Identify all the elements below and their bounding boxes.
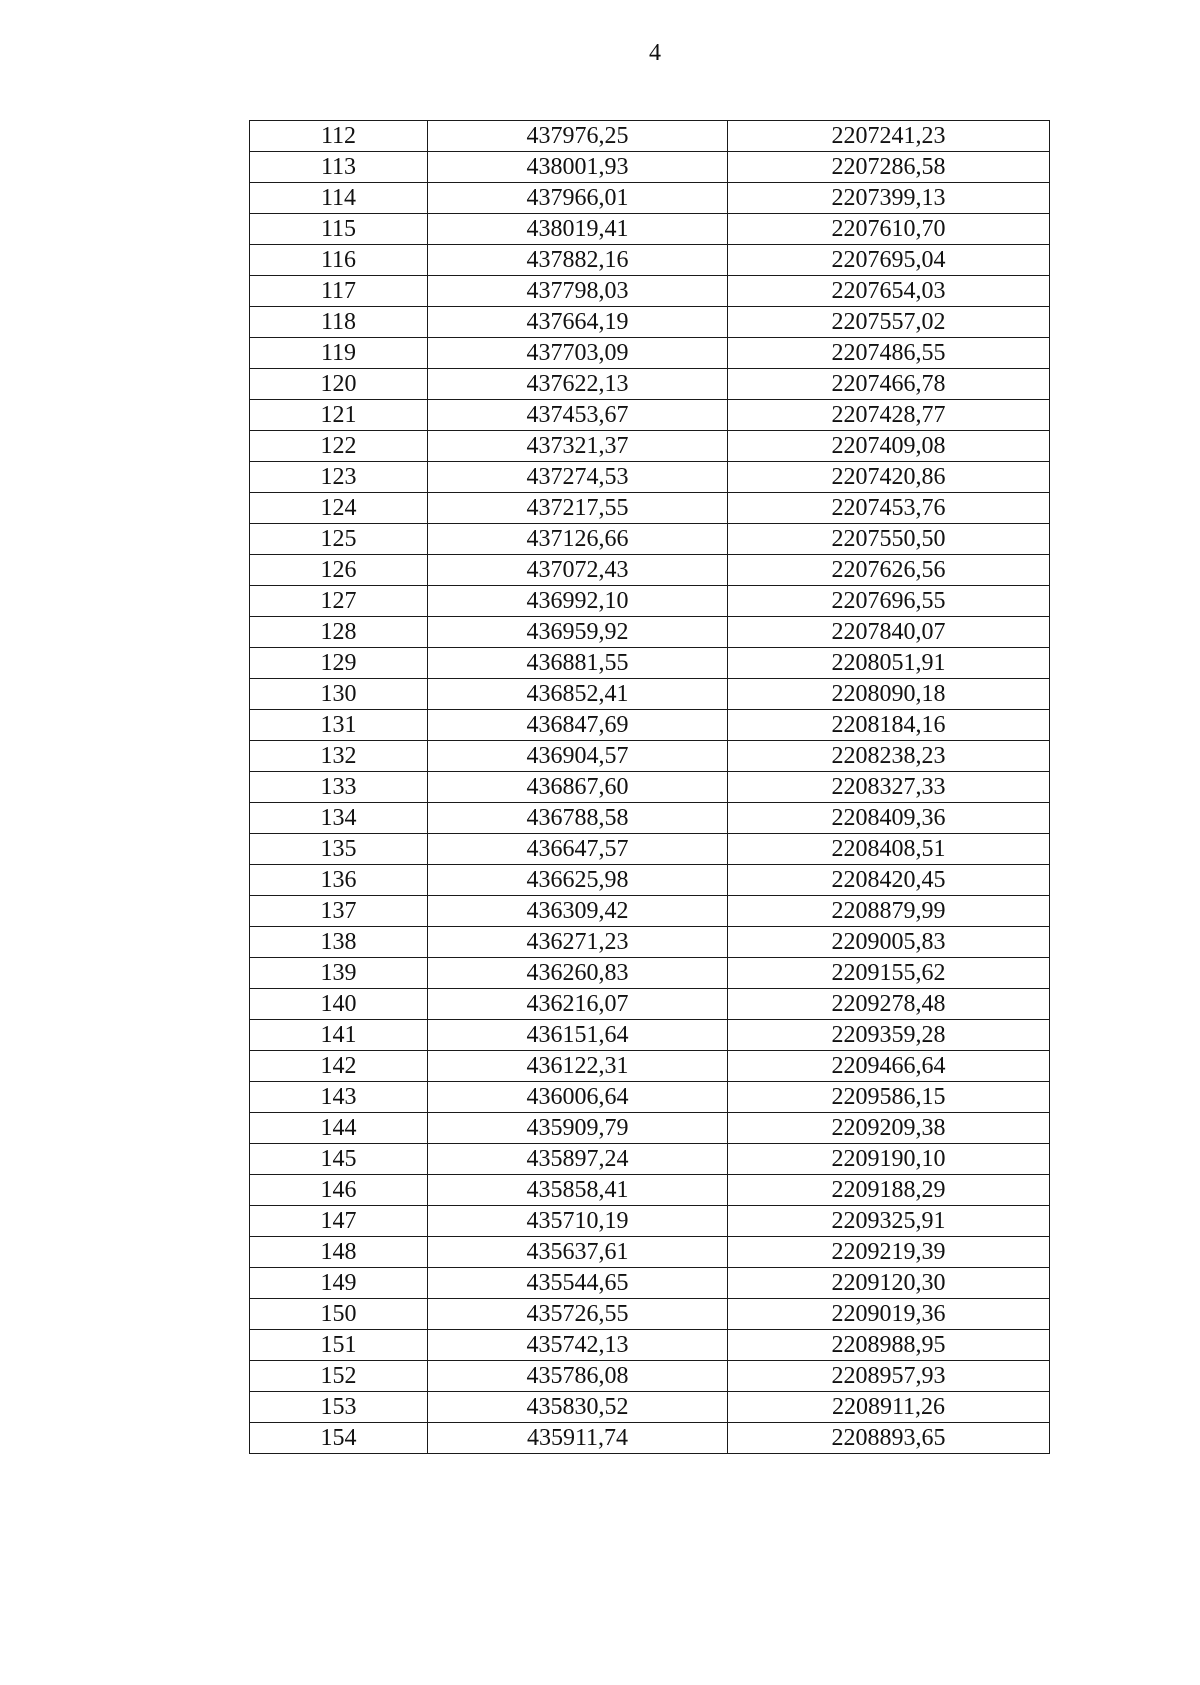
table-row — [250, 865, 1050, 896]
x-coordinate-cell: 435897,24 — [428, 1144, 728, 1175]
point-number-cell: 121 — [250, 400, 428, 431]
x-coordinate-cell: 437274,53 — [428, 462, 728, 493]
y-coordinate-cell: 2207286,58 — [728, 152, 1050, 183]
point-number-cell: 151 — [250, 1330, 428, 1361]
x-coordinate-cell: 436992,10 — [428, 586, 728, 617]
table-row — [250, 1392, 1050, 1423]
table-row — [250, 710, 1050, 741]
x-coordinate-cell: 438001,93 — [428, 152, 728, 183]
table-row — [250, 834, 1050, 865]
x-coordinate-cell: 437703,09 — [428, 338, 728, 369]
table-row — [250, 400, 1050, 431]
y-coordinate-cell: 2207840,07 — [728, 617, 1050, 648]
point-number-cell: 139 — [250, 958, 428, 989]
table-row — [250, 183, 1050, 214]
x-coordinate-cell: 437321,37 — [428, 431, 728, 462]
table-row — [250, 524, 1050, 555]
table-row — [250, 1361, 1050, 1392]
table-row — [250, 1051, 1050, 1082]
x-coordinate-cell: 435830,52 — [428, 1392, 728, 1423]
page-number: 4 — [649, 40, 661, 66]
point-number-cell: 133 — [250, 772, 428, 803]
y-coordinate-cell: 2207420,86 — [728, 462, 1050, 493]
x-coordinate-cell: 436006,64 — [428, 1082, 728, 1113]
y-coordinate-cell: 2207428,77 — [728, 400, 1050, 431]
x-coordinate-cell: 437882,16 — [428, 245, 728, 276]
point-number-cell: 131 — [250, 710, 428, 741]
y-coordinate-cell: 2207453,76 — [728, 493, 1050, 524]
coordinates-table — [249, 120, 1050, 1454]
table-row — [250, 1082, 1050, 1113]
table-row — [250, 121, 1050, 152]
x-coordinate-cell: 437798,03 — [428, 276, 728, 307]
table-row — [250, 338, 1050, 369]
x-coordinate-cell: 437453,67 — [428, 400, 728, 431]
table-row — [250, 617, 1050, 648]
point-number-cell: 114 — [250, 183, 428, 214]
table-row — [250, 152, 1050, 183]
table-row — [250, 555, 1050, 586]
y-coordinate-cell: 2207696,55 — [728, 586, 1050, 617]
table-row — [250, 1299, 1050, 1330]
y-coordinate-cell: 2207409,08 — [728, 431, 1050, 462]
x-coordinate-cell: 436881,55 — [428, 648, 728, 679]
x-coordinate-cell: 435911,74 — [428, 1423, 728, 1454]
x-coordinate-cell: 437126,66 — [428, 524, 728, 555]
x-coordinate-cell: 436647,57 — [428, 834, 728, 865]
x-coordinate-cell: 436122,31 — [428, 1051, 728, 1082]
x-coordinate-cell: 435544,65 — [428, 1268, 728, 1299]
point-number-cell: 112 — [250, 121, 428, 152]
point-number-cell: 119 — [250, 338, 428, 369]
table-row — [250, 276, 1050, 307]
x-coordinate-cell: 437072,43 — [428, 555, 728, 586]
x-coordinate-cell: 436847,69 — [428, 710, 728, 741]
x-coordinate-cell: 435742,13 — [428, 1330, 728, 1361]
point-number-cell: 154 — [250, 1423, 428, 1454]
table-row — [250, 772, 1050, 803]
table-row — [250, 1206, 1050, 1237]
y-coordinate-cell: 2208238,23 — [728, 741, 1050, 772]
y-coordinate-cell: 2208988,95 — [728, 1330, 1050, 1361]
point-number-cell: 136 — [250, 865, 428, 896]
x-coordinate-cell: 437622,13 — [428, 369, 728, 400]
x-coordinate-cell: 436904,57 — [428, 741, 728, 772]
table-row — [250, 462, 1050, 493]
table-row — [250, 245, 1050, 276]
point-number-cell: 141 — [250, 1020, 428, 1051]
table-row — [250, 1113, 1050, 1144]
point-number-cell: 125 — [250, 524, 428, 555]
point-number-cell: 135 — [250, 834, 428, 865]
point-number-cell: 144 — [250, 1113, 428, 1144]
x-coordinate-cell: 437664,19 — [428, 307, 728, 338]
table-row — [250, 958, 1050, 989]
table-row — [250, 369, 1050, 400]
point-number-cell: 118 — [250, 307, 428, 338]
y-coordinate-cell: 2207695,04 — [728, 245, 1050, 276]
x-coordinate-cell: 435858,41 — [428, 1175, 728, 1206]
point-number-cell: 115 — [250, 214, 428, 245]
y-coordinate-cell: 2209325,91 — [728, 1206, 1050, 1237]
x-coordinate-cell: 435909,79 — [428, 1113, 728, 1144]
table-row — [250, 586, 1050, 617]
table-row — [250, 307, 1050, 338]
x-coordinate-cell: 435710,19 — [428, 1206, 728, 1237]
y-coordinate-cell: 2209466,64 — [728, 1051, 1050, 1082]
point-number-cell: 153 — [250, 1392, 428, 1423]
y-coordinate-cell: 2208957,93 — [728, 1361, 1050, 1392]
point-number-cell: 132 — [250, 741, 428, 772]
x-coordinate-cell: 436260,83 — [428, 958, 728, 989]
x-coordinate-cell: 437966,01 — [428, 183, 728, 214]
y-coordinate-cell: 2209219,39 — [728, 1237, 1050, 1268]
y-coordinate-cell: 2208911,26 — [728, 1392, 1050, 1423]
table-row — [250, 1144, 1050, 1175]
y-coordinate-cell: 2208090,18 — [728, 679, 1050, 710]
y-coordinate-cell: 2207466,78 — [728, 369, 1050, 400]
table-row — [250, 989, 1050, 1020]
y-coordinate-cell: 2209209,38 — [728, 1113, 1050, 1144]
x-coordinate-cell: 436852,41 — [428, 679, 728, 710]
x-coordinate-cell: 436959,92 — [428, 617, 728, 648]
point-number-cell: 138 — [250, 927, 428, 958]
x-coordinate-cell: 436309,42 — [428, 896, 728, 927]
y-coordinate-cell: 2207399,13 — [728, 183, 1050, 214]
table-row — [250, 679, 1050, 710]
y-coordinate-cell: 2207550,50 — [728, 524, 1050, 555]
y-coordinate-cell: 2208879,99 — [728, 896, 1050, 927]
x-coordinate-cell: 435637,61 — [428, 1237, 728, 1268]
y-coordinate-cell: 2207486,55 — [728, 338, 1050, 369]
table-row — [250, 1175, 1050, 1206]
point-number-cell: 152 — [250, 1361, 428, 1392]
y-coordinate-cell: 2207557,02 — [728, 307, 1050, 338]
x-coordinate-cell: 436271,23 — [428, 927, 728, 958]
y-coordinate-cell: 2209005,83 — [728, 927, 1050, 958]
point-number-cell: 148 — [250, 1237, 428, 1268]
point-number-cell: 116 — [250, 245, 428, 276]
table-row — [250, 493, 1050, 524]
y-coordinate-cell: 2208893,65 — [728, 1423, 1050, 1454]
table-row — [250, 741, 1050, 772]
point-number-cell: 130 — [250, 679, 428, 710]
point-number-cell: 123 — [250, 462, 428, 493]
coordinates-table-body — [250, 121, 1050, 1454]
point-number-cell: 137 — [250, 896, 428, 927]
x-coordinate-cell: 437217,55 — [428, 493, 728, 524]
y-coordinate-cell: 2207654,03 — [728, 276, 1050, 307]
point-number-cell: 150 — [250, 1299, 428, 1330]
point-number-cell: 120 — [250, 369, 428, 400]
point-number-cell: 143 — [250, 1082, 428, 1113]
point-number-cell: 124 — [250, 493, 428, 524]
y-coordinate-cell: 2209019,36 — [728, 1299, 1050, 1330]
y-coordinate-cell: 2209155,62 — [728, 958, 1050, 989]
point-number-cell: 134 — [250, 803, 428, 834]
y-coordinate-cell: 2208409,36 — [728, 803, 1050, 834]
point-number-cell: 149 — [250, 1268, 428, 1299]
y-coordinate-cell: 2207610,70 — [728, 214, 1050, 245]
point-number-cell: 128 — [250, 617, 428, 648]
y-coordinate-cell: 2208408,51 — [728, 834, 1050, 865]
x-coordinate-cell: 436216,07 — [428, 989, 728, 1020]
x-coordinate-cell: 436867,60 — [428, 772, 728, 803]
point-number-cell: 147 — [250, 1206, 428, 1237]
point-number-cell: 145 — [250, 1144, 428, 1175]
y-coordinate-cell: 2208184,16 — [728, 710, 1050, 741]
table-row — [250, 803, 1050, 834]
x-coordinate-cell: 436151,64 — [428, 1020, 728, 1051]
table-row — [250, 1020, 1050, 1051]
y-coordinate-cell: 2208051,91 — [728, 648, 1050, 679]
point-number-cell: 122 — [250, 431, 428, 462]
x-coordinate-cell: 437976,25 — [428, 121, 728, 152]
x-coordinate-cell: 438019,41 — [428, 214, 728, 245]
table-row — [250, 1330, 1050, 1361]
table-row — [250, 896, 1050, 927]
y-coordinate-cell: 2207626,56 — [728, 555, 1050, 586]
y-coordinate-cell: 2209359,28 — [728, 1020, 1050, 1051]
table-row — [250, 648, 1050, 679]
table-row — [250, 927, 1050, 958]
table-row — [250, 1423, 1050, 1454]
table-row — [250, 214, 1050, 245]
y-coordinate-cell: 2209120,30 — [728, 1268, 1050, 1299]
y-coordinate-cell: 2208420,45 — [728, 865, 1050, 896]
point-number-cell: 126 — [250, 555, 428, 586]
point-number-cell: 117 — [250, 276, 428, 307]
table-row — [250, 1268, 1050, 1299]
y-coordinate-cell: 2207241,23 — [728, 121, 1050, 152]
x-coordinate-cell: 435786,08 — [428, 1361, 728, 1392]
x-coordinate-cell: 436625,98 — [428, 865, 728, 896]
x-coordinate-cell: 436788,58 — [428, 803, 728, 834]
y-coordinate-cell: 2209586,15 — [728, 1082, 1050, 1113]
point-number-cell: 140 — [250, 989, 428, 1020]
y-coordinate-cell: 2208327,33 — [728, 772, 1050, 803]
y-coordinate-cell: 2209188,29 — [728, 1175, 1050, 1206]
point-number-cell: 142 — [250, 1051, 428, 1082]
point-number-cell: 129 — [250, 648, 428, 679]
table-row — [250, 431, 1050, 462]
y-coordinate-cell: 2209190,10 — [728, 1144, 1050, 1175]
x-coordinate-cell: 435726,55 — [428, 1299, 728, 1330]
y-coordinate-cell: 2209278,48 — [728, 989, 1050, 1020]
point-number-cell: 127 — [250, 586, 428, 617]
point-number-cell: 146 — [250, 1175, 428, 1206]
table-row — [250, 1237, 1050, 1268]
point-number-cell: 113 — [250, 152, 428, 183]
